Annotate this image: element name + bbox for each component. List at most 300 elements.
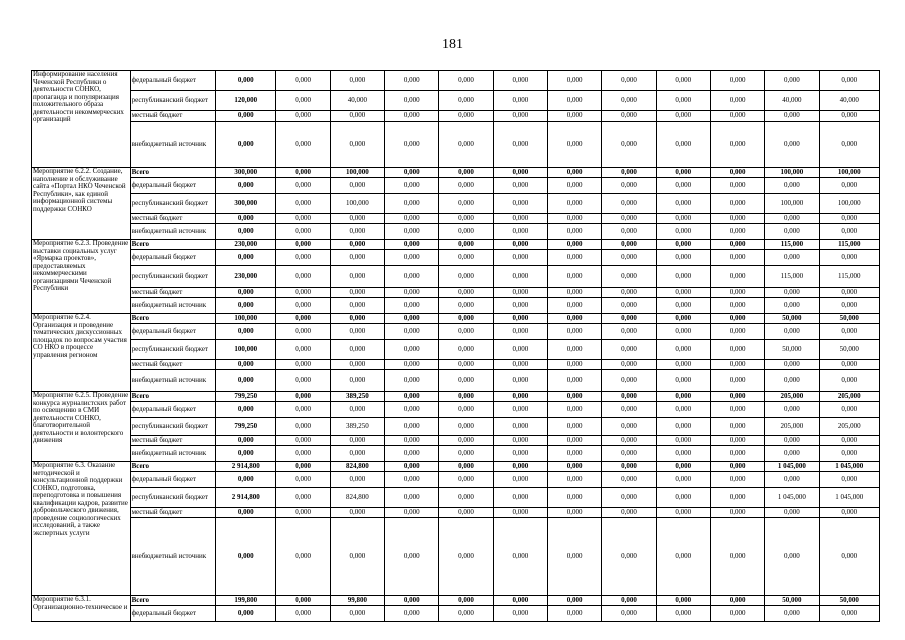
value-cell: 0,000 <box>330 122 384 168</box>
value-cell: 50,000 <box>819 340 879 360</box>
table-row <box>32 122 880 168</box>
value-cell: 0,000 <box>330 314 384 324</box>
value-cell: 0,000 <box>765 250 819 266</box>
value-cell: 0,000 <box>547 266 601 288</box>
table-row <box>32 168 880 178</box>
value-cell: 0,000 <box>656 168 710 178</box>
value-cell: 0,000 <box>602 194 656 214</box>
funding-source: местный бюджет <box>130 436 216 446</box>
value-cell: 0,000 <box>656 402 710 418</box>
value-cell: 100,000 <box>765 194 819 214</box>
funding-source: Всего <box>130 392 216 402</box>
value-cell: 0,000 <box>439 402 493 418</box>
value-cell: 205,000 <box>819 418 879 436</box>
value-cell: 0,000 <box>710 446 764 462</box>
table-row <box>32 370 880 392</box>
value-cell: 0,000 <box>656 472 710 488</box>
value-cell: 0,000 <box>385 194 439 214</box>
value-cell: 0,000 <box>710 340 764 360</box>
table-row <box>32 224 880 240</box>
value-cell: 0,000 <box>656 266 710 288</box>
value-cell: 0,000 <box>602 488 656 508</box>
value-cell: 100,000 <box>765 168 819 178</box>
value-cell: 0,000 <box>439 122 493 168</box>
funding-source: внебюджетный источник <box>130 298 216 314</box>
value-cell: 40,000 <box>819 91 879 111</box>
value-cell: 0,000 <box>276 194 330 214</box>
value-cell: 0,000 <box>330 288 384 298</box>
value-cell: 0,000 <box>439 392 493 402</box>
value-cell: 0,000 <box>493 518 547 596</box>
value-cell: 0,000 <box>330 71 384 91</box>
value-cell: 0,000 <box>276 462 330 472</box>
value-cell: 0,000 <box>439 71 493 91</box>
value-cell: 0,000 <box>385 168 439 178</box>
page-number: 181 <box>442 37 463 52</box>
value-cell: 0,000 <box>439 194 493 214</box>
value-cell: 0,000 <box>216 178 276 194</box>
value-cell: 0,000 <box>819 71 879 91</box>
value-cell: 0,000 <box>710 462 764 472</box>
value-cell: 0,000 <box>216 122 276 168</box>
value-cell: 0,000 <box>819 122 879 168</box>
value-cell: 0,000 <box>547 360 601 370</box>
value-cell: 0,000 <box>765 298 819 314</box>
value-cell: 205,000 <box>765 392 819 402</box>
value-cell: 0,000 <box>765 224 819 240</box>
value-cell: 0,000 <box>385 518 439 596</box>
value-cell: 0,000 <box>439 288 493 298</box>
value-cell: 0,000 <box>656 596 710 606</box>
value-cell: 0,000 <box>602 168 656 178</box>
table-row <box>32 240 880 250</box>
value-cell: 0,000 <box>602 214 656 224</box>
activity-name: Мероприятие 6.2.5. Проведение конкурса журналистских работ по освещению в СМИ деятельности СОНКО, благотворительной деятельности и волонтерского движения <box>32 392 131 462</box>
value-cell: 0,000 <box>276 596 330 606</box>
value-cell: 824,800 <box>330 462 384 472</box>
value-cell: 0,000 <box>330 250 384 266</box>
table-row <box>32 606 880 622</box>
value-cell: 1 045,000 <box>765 488 819 508</box>
value-cell: 0,000 <box>656 518 710 596</box>
value-cell: 0,000 <box>216 324 276 340</box>
value-cell: 0,000 <box>276 288 330 298</box>
value-cell: 0,000 <box>216 360 276 370</box>
table-row <box>32 462 880 472</box>
value-cell: 0,000 <box>493 298 547 314</box>
value-cell: 0,000 <box>276 446 330 462</box>
value-cell: 0,000 <box>602 340 656 360</box>
value-cell: 0,000 <box>385 370 439 392</box>
value-cell: 0,000 <box>819 178 879 194</box>
value-cell: 0,000 <box>493 214 547 224</box>
value-cell: 0,000 <box>765 360 819 370</box>
value-cell: 0,000 <box>602 111 656 122</box>
value-cell: 0,000 <box>493 194 547 214</box>
value-cell: 0,000 <box>819 224 879 240</box>
value-cell: 0,000 <box>710 324 764 340</box>
value-cell: 0,000 <box>602 392 656 402</box>
value-cell: 0,000 <box>385 224 439 240</box>
value-cell: 0,000 <box>765 111 819 122</box>
value-cell: 0,000 <box>656 436 710 446</box>
value-cell: 0,000 <box>276 472 330 488</box>
value-cell: 0,000 <box>602 71 656 91</box>
table-row <box>32 266 880 288</box>
value-cell: 0,000 <box>276 71 330 91</box>
value-cell: 0,000 <box>547 178 601 194</box>
value-cell: 0,000 <box>710 71 764 91</box>
value-cell: 0,000 <box>385 436 439 446</box>
value-cell: 0,000 <box>656 508 710 518</box>
value-cell: 0,000 <box>819 250 879 266</box>
value-cell: 0,000 <box>656 240 710 250</box>
value-cell: 0,000 <box>439 360 493 370</box>
table-row <box>32 472 880 488</box>
value-cell: 0,000 <box>216 518 276 596</box>
value-cell: 0,000 <box>710 194 764 214</box>
table-row <box>32 418 880 436</box>
value-cell: 0,000 <box>547 314 601 324</box>
value-cell: 0,000 <box>330 240 384 250</box>
value-cell: 0,000 <box>819 370 879 392</box>
funding-source: Всего <box>130 240 216 250</box>
value-cell: 0,000 <box>710 224 764 240</box>
value-cell: 0,000 <box>656 488 710 508</box>
value-cell: 0,000 <box>493 314 547 324</box>
value-cell: 300,000 <box>216 194 276 214</box>
value-cell: 0,000 <box>439 111 493 122</box>
value-cell: 0,000 <box>276 298 330 314</box>
table-row <box>32 360 880 370</box>
value-cell: 0,000 <box>385 606 439 622</box>
value-cell: 0,000 <box>765 178 819 194</box>
value-cell: 824,800 <box>330 488 384 508</box>
funding-source: республиканский бюджет <box>130 266 216 288</box>
value-cell: 0,000 <box>710 111 764 122</box>
value-cell: 0,000 <box>330 266 384 288</box>
value-cell: 0,000 <box>602 472 656 488</box>
value-cell: 0,000 <box>216 288 276 298</box>
value-cell: 0,000 <box>385 250 439 266</box>
value-cell: 0,000 <box>602 91 656 111</box>
value-cell: 0,000 <box>765 122 819 168</box>
value-cell: 0,000 <box>547 462 601 472</box>
value-cell: 0,000 <box>439 168 493 178</box>
value-cell: 0,000 <box>765 324 819 340</box>
value-cell: 50,000 <box>819 314 879 324</box>
value-cell: 0,000 <box>656 91 710 111</box>
value-cell: 230,000 <box>216 266 276 288</box>
value-cell: 0,000 <box>656 122 710 168</box>
value-cell: 0,000 <box>602 436 656 446</box>
table-row <box>32 91 880 111</box>
value-cell: 0,000 <box>602 122 656 168</box>
value-cell: 0,000 <box>602 370 656 392</box>
value-cell: 0,000 <box>547 240 601 250</box>
activity-name: Мероприятие 6.3. Оказание методической и консультационной поддержки СОНКО, подготовка, переподготовка и повышения квалификации кадров, развитие добровольческого движения, проведение социологических исследований, а также экспертных услуги <box>32 462 131 596</box>
funding-source: местный бюджет <box>130 111 216 122</box>
value-cell: 0,000 <box>493 178 547 194</box>
value-cell: 0,000 <box>710 436 764 446</box>
value-cell: 0,000 <box>276 508 330 518</box>
funding-source: внебюджетный источник <box>130 446 216 462</box>
funding-source: Всего <box>130 596 216 606</box>
value-cell: 0,000 <box>330 298 384 314</box>
value-cell: 0,000 <box>493 340 547 360</box>
value-cell: 0,000 <box>276 266 330 288</box>
value-cell: 0,000 <box>439 508 493 518</box>
value-cell: 40,000 <box>765 91 819 111</box>
funding-source: Всего <box>130 168 216 178</box>
table-row <box>32 436 880 446</box>
value-cell: 0,000 <box>656 370 710 392</box>
funding-source: внебюджетный источник <box>130 370 216 392</box>
value-cell: 0,000 <box>819 508 879 518</box>
funding-source: федеральный бюджет <box>130 472 216 488</box>
value-cell: 0,000 <box>656 324 710 340</box>
value-cell: 0,000 <box>385 446 439 462</box>
value-cell: 0,000 <box>819 360 879 370</box>
funding-source: местный бюджет <box>130 214 216 224</box>
value-cell: 0,000 <box>765 472 819 488</box>
value-cell: 100,000 <box>819 194 879 214</box>
value-cell: 0,000 <box>547 122 601 168</box>
funding-source: республиканский бюджет <box>130 91 216 111</box>
value-cell: 0,000 <box>710 360 764 370</box>
value-cell: 389,250 <box>330 418 384 436</box>
table-row <box>32 324 880 340</box>
value-cell: 0,000 <box>710 240 764 250</box>
value-cell: 0,000 <box>656 606 710 622</box>
value-cell: 0,000 <box>216 250 276 266</box>
value-cell: 0,000 <box>656 360 710 370</box>
funding-source: федеральный бюджет <box>130 402 216 418</box>
funding-source: республиканский бюджет <box>130 418 216 436</box>
value-cell: 0,000 <box>493 418 547 436</box>
value-cell: 0,000 <box>330 324 384 340</box>
value-cell: 0,000 <box>216 606 276 622</box>
value-cell: 0,000 <box>547 194 601 214</box>
value-cell: 0,000 <box>493 462 547 472</box>
funding-source: Всего <box>130 462 216 472</box>
value-cell: 0,000 <box>602 596 656 606</box>
value-cell: 0,000 <box>547 224 601 240</box>
value-cell: 40,000 <box>330 91 384 111</box>
value-cell: 0,000 <box>493 508 547 518</box>
value-cell: 0,000 <box>819 446 879 462</box>
value-cell: 0,000 <box>602 314 656 324</box>
value-cell: 0,000 <box>602 446 656 462</box>
table-row <box>32 518 880 596</box>
value-cell: 0,000 <box>765 508 819 518</box>
funding-source: местный бюджет <box>130 288 216 298</box>
value-cell: 0,000 <box>439 298 493 314</box>
value-cell: 0,000 <box>216 370 276 392</box>
value-cell: 0,000 <box>710 314 764 324</box>
value-cell: 0,000 <box>547 288 601 298</box>
value-cell: 0,000 <box>710 288 764 298</box>
value-cell: 0,000 <box>276 518 330 596</box>
value-cell: 0,000 <box>493 402 547 418</box>
value-cell: 0,000 <box>710 266 764 288</box>
value-cell: 0,000 <box>547 340 601 360</box>
value-cell: 0,000 <box>547 606 601 622</box>
value-cell: 0,000 <box>439 240 493 250</box>
value-cell: 0,000 <box>493 240 547 250</box>
value-cell: 0,000 <box>439 488 493 508</box>
value-cell: 0,000 <box>493 360 547 370</box>
value-cell: 0,000 <box>330 518 384 596</box>
funding-source: Всего <box>130 314 216 324</box>
value-cell: 0,000 <box>602 298 656 314</box>
value-cell: 0,000 <box>439 418 493 436</box>
value-cell: 0,000 <box>819 111 879 122</box>
table-row <box>32 298 880 314</box>
value-cell: 0,000 <box>276 370 330 392</box>
value-cell: 0,000 <box>547 168 601 178</box>
value-cell: 100,000 <box>216 314 276 324</box>
value-cell: 0,000 <box>493 91 547 111</box>
value-cell: 0,000 <box>493 436 547 446</box>
value-cell: 0,000 <box>385 596 439 606</box>
value-cell: 0,000 <box>385 462 439 472</box>
value-cell: 799,250 <box>216 392 276 402</box>
value-cell: 0,000 <box>656 418 710 436</box>
value-cell: 0,000 <box>330 606 384 622</box>
value-cell: 0,000 <box>439 250 493 266</box>
value-cell: 0,000 <box>276 314 330 324</box>
value-cell: 0,000 <box>602 402 656 418</box>
value-cell: 0,000 <box>216 508 276 518</box>
value-cell: 1 045,000 <box>765 462 819 472</box>
value-cell: 0,000 <box>330 370 384 392</box>
value-cell: 0,000 <box>330 472 384 488</box>
table-row <box>32 488 880 508</box>
value-cell: 0,000 <box>819 288 879 298</box>
value-cell: 0,000 <box>547 436 601 446</box>
value-cell: 0,000 <box>385 508 439 518</box>
value-cell: 0,000 <box>765 606 819 622</box>
value-cell: 0,000 <box>493 324 547 340</box>
value-cell: 0,000 <box>276 111 330 122</box>
value-cell: 0,000 <box>493 488 547 508</box>
value-cell: 0,000 <box>276 606 330 622</box>
value-cell: 0,000 <box>439 446 493 462</box>
value-cell: 100,000 <box>330 168 384 178</box>
value-cell: 0,000 <box>385 418 439 436</box>
value-cell: 0,000 <box>276 360 330 370</box>
value-cell: 0,000 <box>276 122 330 168</box>
value-cell: 0,000 <box>276 178 330 194</box>
value-cell: 0,000 <box>547 324 601 340</box>
value-cell: 0,000 <box>276 392 330 402</box>
value-cell: 0,000 <box>547 250 601 266</box>
value-cell: 0,000 <box>819 606 879 622</box>
value-cell: 0,000 <box>602 508 656 518</box>
value-cell: 0,000 <box>656 462 710 472</box>
value-cell: 389,250 <box>330 392 384 402</box>
value-cell: 0,000 <box>547 508 601 518</box>
value-cell: 0,000 <box>656 194 710 214</box>
funding-source: внебюджетный источник <box>130 224 216 240</box>
value-cell: 0,000 <box>710 214 764 224</box>
value-cell: 0,000 <box>330 214 384 224</box>
funding-source: федеральный бюджет <box>130 324 216 340</box>
value-cell: 0,000 <box>385 472 439 488</box>
value-cell: 0,000 <box>493 71 547 91</box>
table-row <box>32 392 880 402</box>
table-row <box>32 314 880 324</box>
table-row <box>32 71 880 91</box>
value-cell: 0,000 <box>602 518 656 596</box>
value-cell: 0,000 <box>547 488 601 508</box>
value-cell: 0,000 <box>385 240 439 250</box>
value-cell: 0,000 <box>765 214 819 224</box>
value-cell: 0,000 <box>385 71 439 91</box>
value-cell: 120,000 <box>216 91 276 111</box>
value-cell: 0,000 <box>710 122 764 168</box>
value-cell: 0,000 <box>276 250 330 266</box>
value-cell: 0,000 <box>493 606 547 622</box>
table-row <box>32 288 880 298</box>
table-row <box>32 402 880 418</box>
value-cell: 0,000 <box>276 488 330 508</box>
value-cell: 99,800 <box>330 596 384 606</box>
value-cell: 0,000 <box>493 370 547 392</box>
value-cell: 0,000 <box>765 518 819 596</box>
value-cell: 0,000 <box>710 298 764 314</box>
value-cell: 0,000 <box>385 266 439 288</box>
value-cell: 0,000 <box>439 91 493 111</box>
value-cell: 0,000 <box>493 266 547 288</box>
value-cell: 0,000 <box>602 606 656 622</box>
value-cell: 0,000 <box>493 596 547 606</box>
value-cell: 0,000 <box>819 324 879 340</box>
value-cell: 0,000 <box>819 436 879 446</box>
table-row <box>32 111 880 122</box>
value-cell: 300,000 <box>216 168 276 178</box>
value-cell: 0,000 <box>765 402 819 418</box>
value-cell: 0,000 <box>819 472 879 488</box>
value-cell: 0,000 <box>385 214 439 224</box>
value-cell: 0,000 <box>710 168 764 178</box>
value-cell: 0,000 <box>439 436 493 446</box>
value-cell: 0,000 <box>493 472 547 488</box>
value-cell: 0,000 <box>439 340 493 360</box>
value-cell: 0,000 <box>656 392 710 402</box>
value-cell: 1 045,000 <box>819 488 879 508</box>
value-cell: 0,000 <box>656 71 710 91</box>
value-cell: 0,000 <box>385 324 439 340</box>
value-cell: 0,000 <box>276 240 330 250</box>
value-cell: 0,000 <box>216 436 276 446</box>
value-cell: 2 914,800 <box>216 488 276 508</box>
value-cell: 0,000 <box>493 288 547 298</box>
value-cell: 0,000 <box>330 224 384 240</box>
value-cell: 0,000 <box>385 488 439 508</box>
value-cell: 0,000 <box>547 91 601 111</box>
budget-table <box>31 70 880 622</box>
value-cell: 0,000 <box>547 214 601 224</box>
activity-name: Информирование населения Чеченской Республики о деятельности СОНКО, пропаганда и популяризация положительного образа деятельности некоммерческих организаций <box>32 71 131 168</box>
value-cell: 0,000 <box>216 71 276 91</box>
value-cell: 2 914,800 <box>216 462 276 472</box>
value-cell: 0,000 <box>710 178 764 194</box>
value-cell: 0,000 <box>216 472 276 488</box>
value-cell: 0,000 <box>216 111 276 122</box>
value-cell: 0,000 <box>547 402 601 418</box>
